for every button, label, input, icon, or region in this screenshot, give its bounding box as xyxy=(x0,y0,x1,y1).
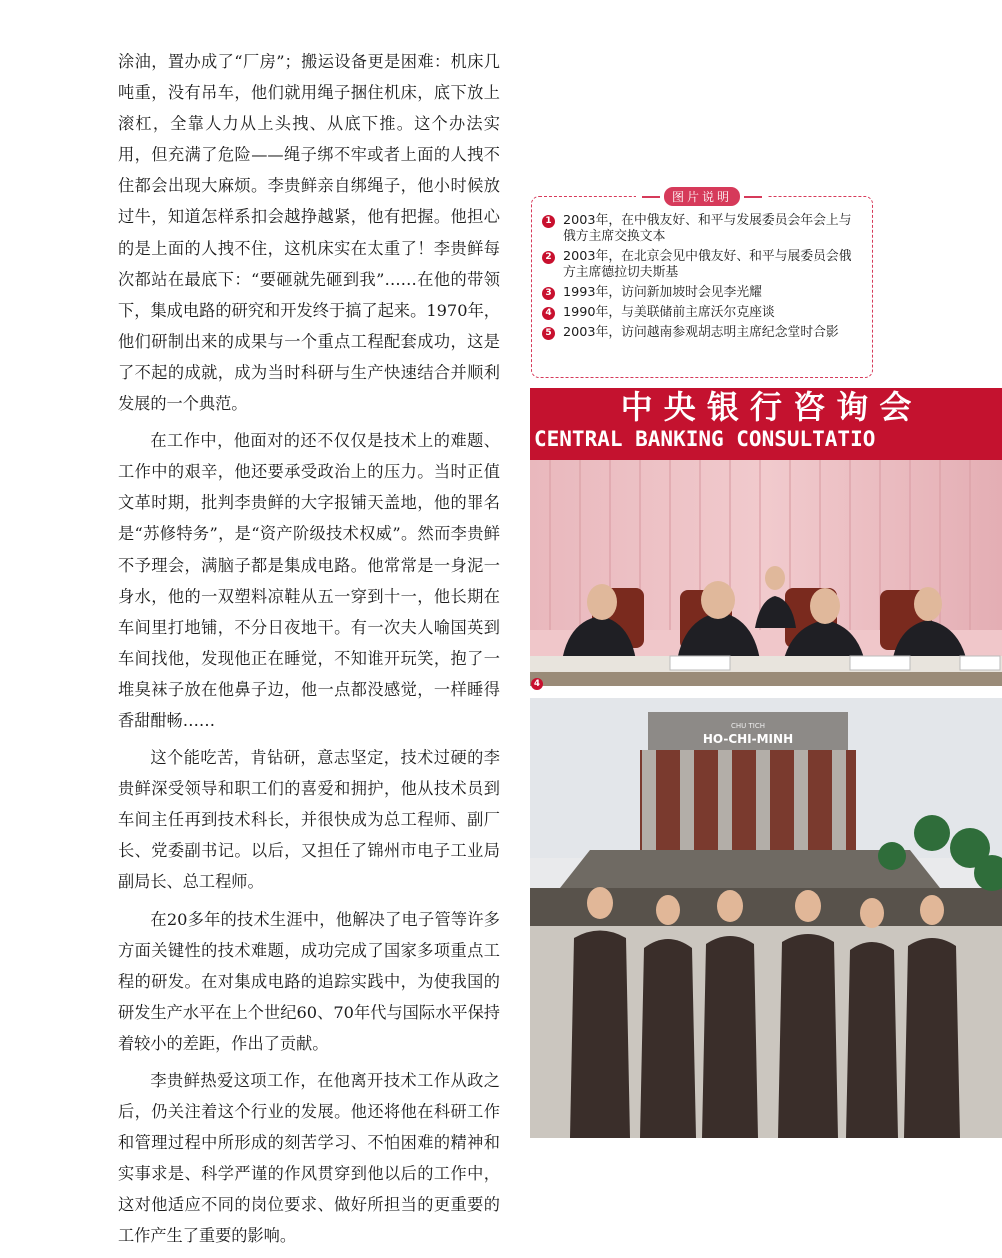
number-badge: 5 xyxy=(542,327,555,340)
caption-text: 2003年，在北京会见中俄友好、和平与展委员会俄方主席德拉切夫斯基 xyxy=(563,249,852,280)
mausoleum-group-image xyxy=(530,698,1002,1138)
paragraph: 在工作中，他面对的还不仅仅是技术上的难题、工作中的艰辛，他还要承受政治上的压力。当时正值文革时期，批判李贵鲜的大字报铺天盖地，他的罪名是“苏修特务”，是“资产阶级技术权威”。然而李贵鲜不予理会，满脑子都是集成电路。他常常是一身泥一身水，他的一双塑料凉鞋从五一穿到十一，他长期在车间里打地铺，不分日夜地干。有一次夫人喻国英到车间找他，发现他正在睡觉，不知谁开玩笑，抱了一堆臭袜子放在他鼻子边，他一点都没感觉，一样睡得香甜酣畅…… xyxy=(118,431,500,730)
photo-mausoleum-group xyxy=(530,698,1002,1138)
caption-list xyxy=(532,197,872,341)
caption-item xyxy=(542,285,862,301)
paragraph: 李贵鲜热爱这项工作，在他离开技术工作从政之后，仍关注着这个行业的发展。他还将他在科研工作和管理过程中所形成的刻苦学习、不怕困难的精神和实事求是、科学严谨的作风贯穿到他以后的工作中，这对他适应不同的岗位要求、做好所担当的更重要的工作产生了重要的影响。 xyxy=(118,1071,500,1246)
caption-text: 1990年，与美联储前主席沃尔克座谈 xyxy=(563,305,775,320)
photo-caption-box xyxy=(531,190,873,378)
paragraph: 涂油，置办成了“厂房”；搬运设备更是困难：机床几吨重，没有吊车，他们就用绳子捆住机床，底下放上滚杠，全靠人力从上头拽、从底下推。这个办法实用，但充满了危险——绳子绑不牢或者上面的人拽不住都会出现大麻烦。李贵鲜亲自绑绳子，他小时候放过牛，知道怎样系扣会越挣越紧，他有把握。他担心的是上面的人拽不住，这机床实在太重了！李贵鲜每次都站在最底下：“要砸就先砸到我”……在他的带领下，集成电路的研究和开发终于搞了起来。1970年，他们研制出来的成果与一个重点工程配套成功，这是了不起的成就，成为当时科研与生产快速结合并顺利发展的一个典范。 xyxy=(118,52,500,414)
caption-text: 2003年，访问越南参观胡志明主席纪念堂时合影 xyxy=(563,325,839,340)
divider xyxy=(642,196,660,198)
number-badge: 1 xyxy=(542,215,555,228)
caption-text: 2003年，在中俄友好、和平与发展委员会年会上与俄方主席交换文本 xyxy=(563,213,852,244)
photo-banking-meeting xyxy=(530,388,1002,686)
paragraph: 在20多年的技术生涯中，他解决了电子管等许多方面关键性的技术难题，成功完成了国家多项重点工程的研发。在对集成电路的追踪实践中，为使我国的研发生产水平在上个世纪60、70年代与国际水平保持着较小的差距，作出了贡献。 xyxy=(118,909,500,1053)
number-badge: 2 xyxy=(542,251,555,264)
caption-title-text: 图片说明 xyxy=(664,187,740,206)
sign-small: CHU TICH xyxy=(731,722,765,730)
divider xyxy=(744,196,762,198)
photo-number-badge: 4 xyxy=(531,678,543,690)
banking-meeting-image xyxy=(530,388,1002,686)
number-badge: 3 xyxy=(542,287,555,300)
caption-title xyxy=(636,187,768,206)
caption-item xyxy=(542,213,862,245)
caption-text: 1993年，访问新加坡时会见李光耀 xyxy=(563,285,762,300)
sign-large: HO-CHI-MINH xyxy=(702,732,794,746)
banner-english: CENTRAL BANKING CONSULTATIO xyxy=(534,427,876,451)
caption-item xyxy=(542,325,862,341)
banner-chinese: 中 央 银 行 咨 询 会 xyxy=(620,388,912,426)
caption-item xyxy=(542,249,862,281)
caption-item xyxy=(542,305,862,321)
paragraph: 这个能吃苦，肯钻研，意志坚定，技术过硬的李贵鲜深受领导和职工们的喜爱和拥护，他从技术员到车间主任再到技术科长，并很快成为总工程师、副厂长、党委副书记。以后，又担任了锦州市电子工业局副局长、总工程师。 xyxy=(118,748,500,892)
article-body xyxy=(118,46,500,1258)
number-badge: 4 xyxy=(542,307,555,320)
